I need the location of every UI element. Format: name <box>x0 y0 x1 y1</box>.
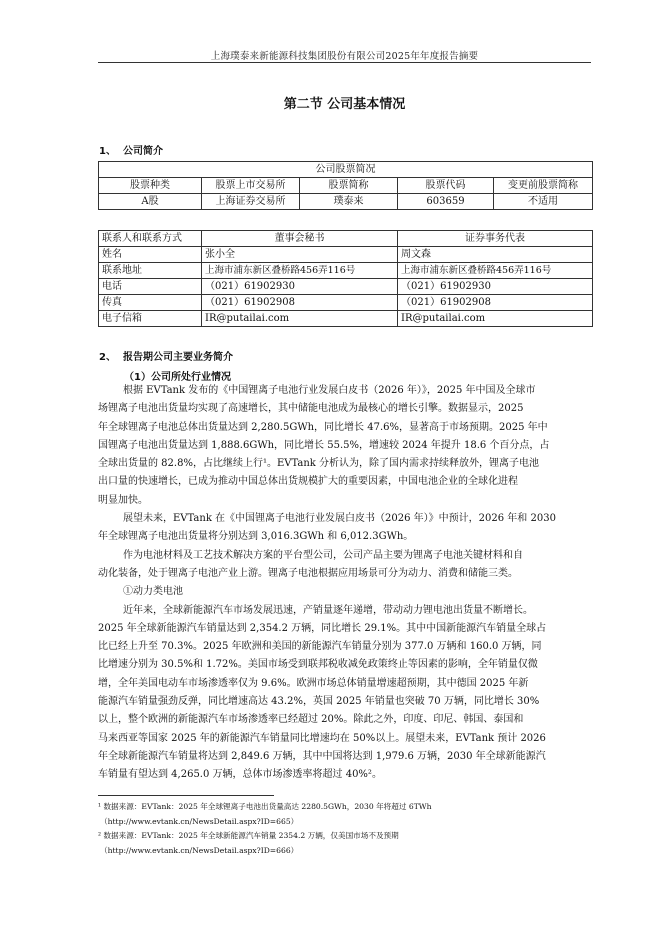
text-line: 能源汽车销量强劲反弹，同比增速高达 43.2%，英国 2025 年销量也突破 70 万辆，同比增长 30% <box>98 696 540 708</box>
footnotes <box>98 800 592 858</box>
table-row <box>99 311 593 327</box>
section-title: 第二节 公司基本情况 <box>283 97 406 112</box>
table-cell: 周文森 <box>398 247 593 263</box>
table-header-cell: 联系人和联系方式 <box>99 231 202 247</box>
text-line: 国锂离子电池出货量达到 1,888.6GWh，同比增长 55.5%，增速较 2024 年提升 18.6 个百分点，占 <box>98 439 550 451</box>
industry-subheading: （1）公司所处行业情况 <box>124 372 231 383</box>
text-line: 明显加快。 <box>98 494 148 506</box>
text-line: ①动力类电池 <box>123 586 183 598</box>
text-line: 以上，整个欧洲的新能源汽车市场渗透率已经超过 20%。除此之外，印度、印尼、韩国、泰国和 <box>98 714 524 726</box>
table-cell: 电子信箱 <box>99 311 202 327</box>
table-cell: 上海证券交易所 <box>202 194 300 210</box>
text-line: 马来西亚等国家 2025 年的新能源汽车销量同比增速均在 50%以上。展望未来，EVTank 预计 2026 <box>98 732 546 744</box>
table-cell: （021）61902930 <box>202 279 398 295</box>
text-line: 2025 年全球新能源汽车销量达到 2,354.2 万辆，同比增长 29.1%。其中中国新能源汽车销量全球占 <box>98 622 547 634</box>
text-line: 增，全年美国电动车市场渗透率仅为 9.6%。欧洲市场总体销量增速超预期，其中德国 2025 年新 <box>98 677 529 689</box>
business-heading <box>99 348 233 363</box>
text-line: 年全球锂离子电池总体出货量达到 2,280.5GWh，同比增长 47.6%，显著高于市场预期。2025 年中 <box>98 421 548 433</box>
text-line: 作为电池材料及工艺技术解决方案的平台型公司，公司产品主要为锂离子电池关键材料和自 <box>123 549 523 561</box>
footnote-line: ² 数据来源：EVTank：2025 年全球新能源汽车销量 2354.2 万辆，仅美国市场不及预期 <box>98 831 399 841</box>
text-line: 近年来，全球新能源汽车市场发展迅速，产销量逐年递增，带动动力锂电池出货量不断增长。 <box>123 604 533 616</box>
table-header-cell: 变更前股票简称 <box>494 178 593 194</box>
table-cell: （021）61902930 <box>398 279 593 295</box>
table-cell: IR@putailai.com <box>398 311 593 327</box>
table-row <box>99 295 593 311</box>
table-cell: 不适用 <box>494 194 593 210</box>
text-line: 全球出货量的 82.8%，占比继续上行¹。EVTank 分析认为，除了国内需求持续释放外，锂离子电池 <box>98 458 540 470</box>
table-cell: （021）61902908 <box>202 295 398 311</box>
footnote-rule <box>98 795 274 796</box>
table-cell: 传真 <box>99 295 202 311</box>
text-line: 根据 EVTank 发布的《中国锂离子电池行业发展白皮书（2026 年）》，2025 年中国及全球市 <box>123 385 536 396</box>
table-cell: A股 <box>99 194 202 210</box>
table-cell: （021）61902908 <box>398 295 593 311</box>
running-header: 上海璞泰来新能源科技集团股份有限公司2025年年度报告摘要 <box>210 51 479 62</box>
text-line: 场锂离子电池出货量均实现了高速增长，其中储能电池成为最核心的增长引擎。数据显示，2025 <box>98 403 524 415</box>
table-header-row <box>99 231 593 247</box>
table-cell: 姓名 <box>99 247 202 263</box>
text-line: 出口量的快速增长，已成为推动中国总体出货规模扩大的重要因素，中国电池企业的全球化进程 <box>98 476 518 488</box>
text-line: 展望未来，EVTank 在《中国锂离子电池行业发展白皮书（2026 年）》中预计，2026 年和 2030 <box>123 513 556 525</box>
table-header-cell: 证券事务代表 <box>398 231 593 247</box>
contact-info-table <box>98 230 593 327</box>
text-line: 动化装备，处于锂离子电池产业上游。锂离子电池根据应用场景可分为动力、消费和储能三类。 <box>98 567 518 579</box>
table-header-cell: 股票代码 <box>398 178 494 194</box>
heading-number: 1、 <box>99 146 116 157</box>
footnote-line: ¹ 数据来源：EVTank：2025 年全球锂离子电池出货量高达 2280.5GWh，2030 年将超过 6TWh <box>98 802 432 811</box>
text-line: 车销量有望达到 4,265.0 万辆，总体市场渗透率将超过 40%²。 <box>98 769 382 781</box>
table-row <box>99 263 593 279</box>
heading-number: 2、 <box>99 352 116 363</box>
text-line: 年全球锂离子电池出货量将分别达到 3,016.3GWh 和 6,012.3GWh。 <box>98 531 414 543</box>
table-header-row <box>99 178 593 194</box>
table-cell: 上海市浦东新区叠桥路456弄116号 <box>202 263 398 279</box>
table-row <box>99 247 593 263</box>
table-cell: 璞泰来 <box>300 194 398 210</box>
table-cell: 电话 <box>99 279 202 295</box>
table-row <box>99 279 593 295</box>
table-cell: 张小全 <box>202 247 398 263</box>
table-cell: 上海市浦东新区叠桥路456弄116号 <box>398 263 593 279</box>
company-intro-heading <box>99 142 163 157</box>
table-header-cell: 股票简称 <box>300 178 398 194</box>
heading-text: 报告期公司主要业务简介 <box>123 352 233 363</box>
footnote-line: （http://www.evtank.cn/NewsDetail.aspx?ID=666） <box>100 845 299 855</box>
header-rule <box>98 62 591 63</box>
table-cell: 联系地址 <box>99 263 202 279</box>
table-header-cell: 股票上市交易所 <box>202 178 300 194</box>
table-row <box>99 194 593 210</box>
heading-text: 公司简介 <box>123 146 163 157</box>
table-caption: 公司股票简况 <box>99 162 593 178</box>
footnote-line: （http://www.evtank.cn/NewsDetail.aspx?ID=665） <box>100 816 299 826</box>
table-cell: IR@putailai.com <box>202 311 398 327</box>
text-line: 年全球新能源汽车销量将达到 2,849.6 万辆，其中中国将达到 1,979.6 万辆，2030 年全球新能源汽 <box>98 750 546 762</box>
text-line: 比增速分别为 30.5%和 1.72%。美国市场受到联邦税收减免政策终止等因素的影响，全年销量仅微 <box>98 659 538 671</box>
business-body-text <box>98 382 592 785</box>
table-header-cell: 股票种类 <box>99 178 202 194</box>
table-cell: 603659 <box>398 194 494 210</box>
table-header-cell: 董事会秘书 <box>202 231 398 247</box>
stock-info-table <box>98 161 593 210</box>
text-line: 比已经上升至 70.3%。2025 年欧洲和美国的新能源汽车销量分别为 377.0 万辆和 160.0 万辆，同 <box>98 641 542 653</box>
